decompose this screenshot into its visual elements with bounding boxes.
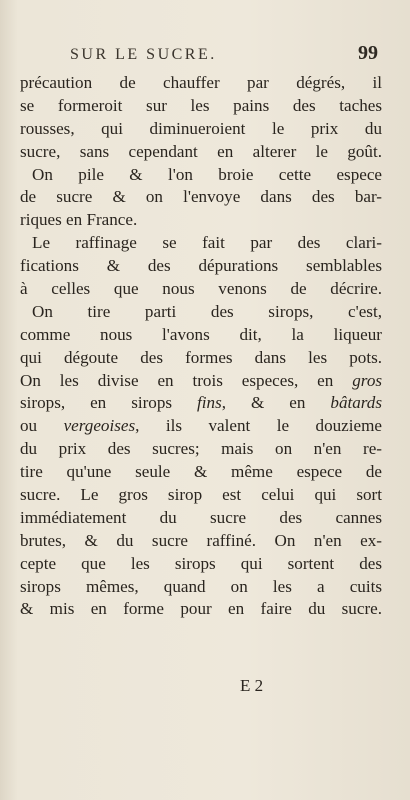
text-line: riques en France.: [20, 210, 138, 230]
text-line: à celles que nous venons de décrire.: [20, 279, 382, 299]
italic-term-gros: gros: [352, 370, 383, 390]
text-segment: On les divise en trois especes, en: [20, 370, 334, 390]
text-line: On tire parti des sirops, c'est,: [32, 301, 382, 321]
italic-term-fins: fins: [197, 393, 222, 413]
page-number: 99: [358, 42, 378, 64]
text-segment: ou: [20, 416, 38, 436]
text-line: rousses, qui diminueroient le prix du: [20, 118, 382, 138]
text-line: se formeroit sur les pains des taches: [20, 95, 382, 115]
text-line: tire qu'une seule & même espece de: [20, 462, 382, 482]
text-segment: , ils valent le douzieme: [135, 416, 382, 436]
running-title: SUR LE SUCRE.: [70, 46, 217, 63]
text-line: [20, 370, 382, 393]
text-line: [20, 392, 382, 415]
text-line: fications & des dépurations semblables: [20, 256, 382, 276]
text-line: de sucre & on l'envoye dans des bar-: [20, 187, 382, 207]
text-line: qui dégoute des formes dans les pots.: [20, 347, 382, 367]
italic-term-vergeoises: vergeoises: [63, 416, 136, 436]
text-line: & mis en forme pour en faire du sucre.: [20, 599, 382, 619]
text-line: On pile & l'on broie cette espece: [32, 164, 382, 184]
body-text: [20, 72, 382, 621]
text-line: brutes, & du sucre raffiné. On n'en ex-: [20, 530, 382, 550]
text-line: sucre, sans cependant en alterer le goût.: [20, 141, 382, 161]
italic-term-batards: bâtards: [330, 393, 382, 413]
text-line: précaution de chauffer par dégrés, il: [20, 73, 382, 92]
text-line: sucre. Le gros sirop est celui qui sort: [20, 485, 382, 505]
text-line: [20, 415, 382, 438]
catchword-signature: E 2: [240, 676, 264, 695]
text-segment: , & en: [221, 393, 306, 413]
running-head: [32, 40, 382, 68]
text-line: immédiatement du sucre des cannes: [20, 507, 382, 527]
text-line: du prix des sucres; mais on n'en re-: [20, 439, 382, 459]
text-line: comme nous l'avons dit, la liqueur: [20, 324, 382, 344]
text-line: sirops mêmes, quand on les a cuits: [20, 576, 382, 596]
text-line: Le raffinage se fait par des clari-: [32, 233, 382, 253]
text-segment: sirops, en sirops: [20, 393, 173, 413]
text-line: cepte que les sirops qui sortent des: [20, 553, 382, 573]
